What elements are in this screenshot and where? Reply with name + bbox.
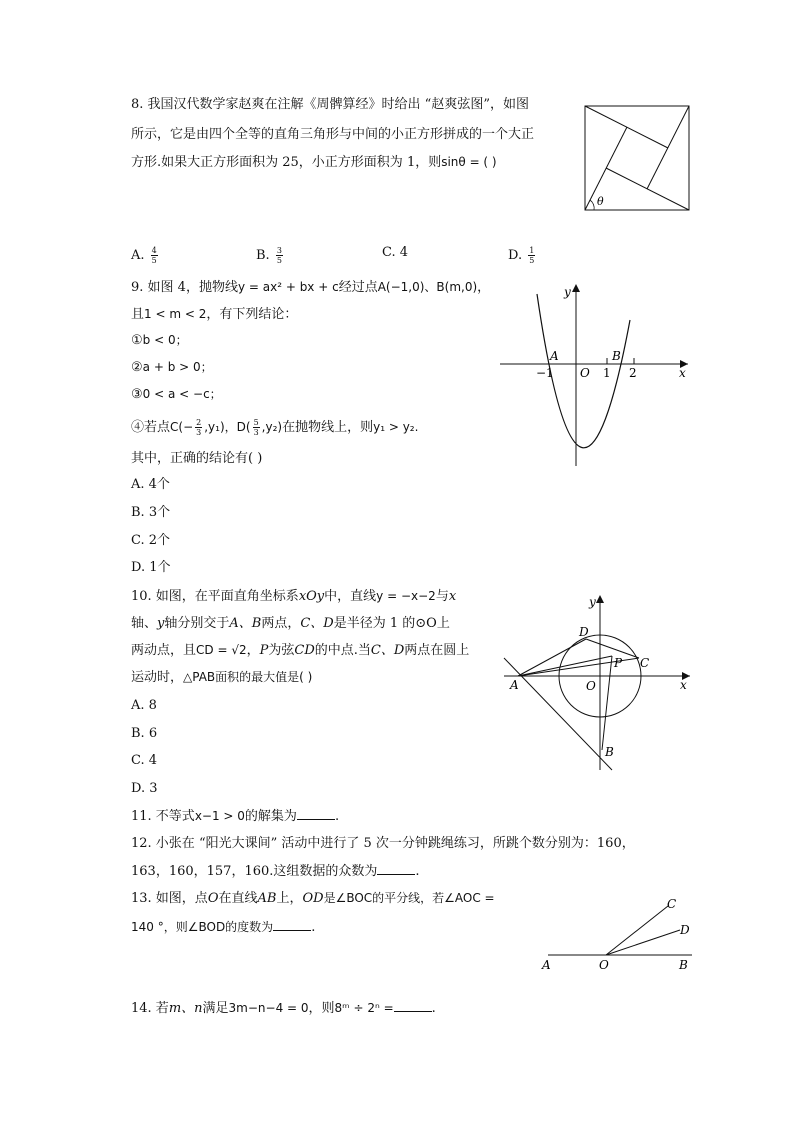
point-c-label: C (640, 656, 650, 670)
q10-option-a[interactable]: A. 8 (131, 698, 157, 713)
q8-line-1: 8. 我国汉代数学家赵爽在注解《周髀算经》时给出 “赵爽弦图”，如图 (131, 97, 529, 112)
point-d-label: D (579, 625, 589, 639)
x-axis-label: x (680, 678, 687, 692)
y-axis-label: y (564, 285, 571, 299)
point-b-label: B (679, 958, 688, 972)
q8-option-d[interactable] (508, 246, 537, 265)
q13-line-1: 13. 如图，点O在直线AB上，OD是∠BOC的平分线，若∠AOC = (131, 891, 495, 906)
q9-option-b[interactable]: B. 3个 (131, 505, 171, 520)
q8-option-b[interactable] (256, 246, 285, 265)
q8-sin-expression: sinθ = ( ) (441, 155, 497, 169)
q8-option-a[interactable] (131, 246, 160, 265)
tick-two: 2 (629, 366, 637, 380)
q8-option-b-label: B. (256, 248, 270, 263)
point-p-label: P (614, 656, 623, 670)
circle-line-figure (500, 592, 700, 772)
q12-line-2: 163，160，157，160.这组数据的众数为 . (131, 864, 420, 879)
q8-option-d-label: D. (508, 248, 523, 263)
q8-line-3-text: 方形.如果大正方形面积为 25，小正方形面积为 1，则 (131, 155, 442, 170)
q10-option-b[interactable]: B. 6 (131, 726, 158, 741)
q10-option-c[interactable]: C. 4 (131, 753, 158, 768)
point-b-label: B (605, 745, 614, 759)
tick-minus-one: −1 (536, 366, 554, 380)
q10-line-4: 运动时，△PAB面积的最大值是( ) (131, 670, 313, 685)
q9-conclusion-3: ③0 < a < −c； (131, 387, 222, 402)
tick-one: 1 (603, 366, 611, 380)
q9-conclusion-4: ④若点C(− $\frac{2}{3}$ ,y₁)，D( $\frac{5}{3}$ ,y₂)在抛物线上，则y₁ > y₂. (131, 418, 419, 437)
theta-label: θ (597, 195, 604, 208)
q12-line-1: 12. 小张在 “阳光大课间” 活动中进行了 5 次一分钟跳绳练习，所跳个数分别为：160， (131, 836, 635, 851)
q8-option-a-label: A. (131, 248, 145, 263)
point-o-label: O (599, 958, 609, 972)
q12-answer-blank[interactable] (377, 864, 415, 875)
q8-option-c[interactable]: C. 4 (382, 245, 409, 260)
q10-line-1: 10. 如图，在平面直角坐标系xOy中，直线y = −x−2与x (131, 589, 457, 604)
q10-option-d[interactable]: D. 3 (131, 781, 158, 796)
q11-answer-blank[interactable] (297, 809, 335, 820)
point-c-label: C (667, 897, 677, 911)
q11-line: 11. 不等式x−1 > 0的解集为 . (131, 809, 340, 824)
q10-line-3: 两动点，且CD = √2，P为弦CD的中点.当C、D两点在圆上 (131, 643, 470, 658)
q9-conclusion-2: ②a + b > 0； (131, 360, 213, 375)
q9-conclusion-1: ①b < 0； (131, 333, 188, 348)
q8-option-a-fraction: $\frac{4}{5}$ (151, 246, 157, 265)
q13-line-2: 140 °，则∠BOD的度数为 . (131, 920, 316, 935)
q9-question: 其中，正确的结论有( ) (131, 451, 263, 466)
point-a-label: A (550, 349, 559, 363)
point-d-label: D (680, 923, 690, 937)
q8-option-d-fraction: $\frac{1}{5}$ (529, 246, 535, 265)
origin-label: O (580, 366, 590, 380)
q8-option-b-fraction: $\frac{3}{5}$ (276, 246, 282, 265)
q14-line: 14. 若m、n满足3m−n−4 = 0，则8ᵐ ÷ 2ⁿ = . (131, 1001, 436, 1016)
y-axis-label: y (589, 595, 596, 609)
angle-figure (540, 894, 700, 974)
q14-answer-blank[interactable] (394, 1001, 432, 1012)
q13-answer-blank[interactable] (273, 920, 311, 931)
q9-line-2: 且1 < m < 2，有下列结论： (131, 307, 298, 322)
point-b-label: B (612, 349, 621, 363)
q9-option-d[interactable]: D. 1个 (131, 560, 171, 575)
origin-label: O (586, 679, 596, 693)
q9-line-1: 9. 如图 4，抛物线y = ax² + bx + c经过点A(−1,0)、B(m,0)， (131, 280, 491, 295)
x-axis-label: x (679, 366, 686, 380)
q8-line-2: 所示，它是由四个全等的直角三角形与中间的小正方形拼成的一个大正 (131, 127, 535, 142)
q9-option-c[interactable]: C. 2个 (131, 533, 171, 548)
zhao-shuang-figure (583, 104, 693, 214)
q9-option-a[interactable]: A. 4个 (131, 477, 170, 492)
point-a-label: A (542, 958, 551, 972)
q8-line-3 (131, 156, 497, 169)
point-a-label: A (510, 678, 519, 692)
q10-line-2: 轴、y轴分别交于A、B两点，C、D是半径为 1 的⊙O上 (131, 616, 450, 631)
parabola-figure (498, 280, 698, 470)
